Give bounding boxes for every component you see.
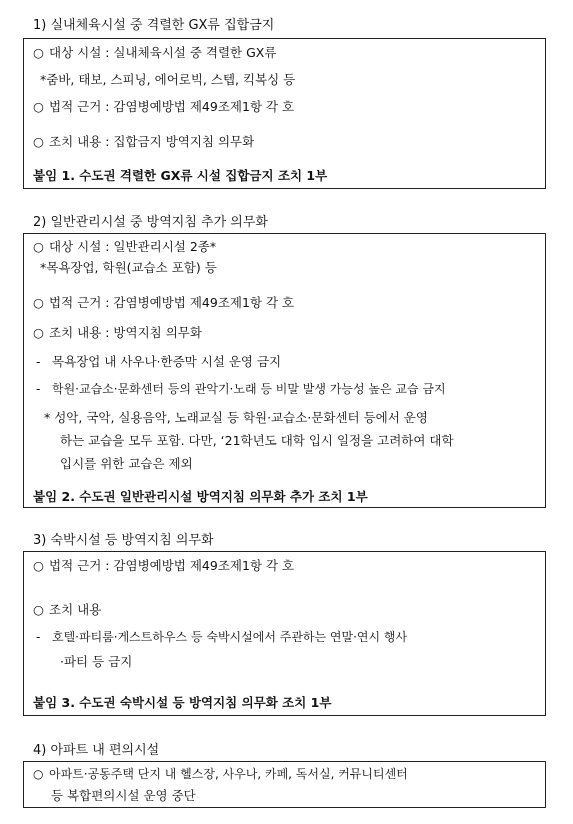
- measure-text: 조치 내용 : 집합금지 방역지침 의무화: [49, 134, 255, 149]
- circle-bullet-icon: ○: [33, 602, 44, 617]
- section-2-heading: 2) 일반관리시설 중 방역지침 추가 의무화: [33, 215, 268, 230]
- section-4-item-cont: 등 복합편의시설 운영 중단: [51, 788, 196, 803]
- legal-text: 법적 근거 : 감염병예방법 제49조제1항 각 호: [49, 558, 295, 573]
- section-1-box: [23, 38, 546, 189]
- section-1-legal-basis: [33, 97, 294, 115]
- measure-text: 조치 내용: [49, 602, 102, 617]
- section-1-measure: [33, 132, 254, 150]
- dash-bullet: -: [36, 630, 41, 644]
- circle-bullet-icon: ○: [33, 134, 44, 149]
- circle-bullet-icon: ○: [33, 45, 44, 60]
- section-1-target: [33, 43, 276, 61]
- section-2-target-note: *목욕장업, 학원(교습소 포함) 등: [40, 260, 217, 275]
- section-3-dash-item-cont: ·파티 등 금지: [60, 654, 133, 669]
- measure-text: 조치 내용 : 방역지침 의무화: [49, 325, 202, 340]
- section-3-heading: 3) 숙박시설 등 방역지침 의무화: [33, 533, 214, 548]
- section-2-legal-basis: [33, 293, 294, 311]
- section-2-note-line-2: 하는 교습을 모두 포함. 다만, ‘21학년도 대학 입시 일정을 고려하여 대학: [60, 433, 454, 448]
- section-1-heading: 1) 실내체육시설 중 격렬한 GX류 집합금지: [33, 18, 275, 33]
- section-3-dash-item: [36, 628, 407, 645]
- section-4-box: [23, 761, 546, 808]
- section-2-appendix: 붙임 2. 수도권 일반관리시설 방역지침 의무화 추가 조치 1부: [33, 489, 368, 504]
- section-1-target-note: *줌바, 태보, 스피닝, 에어로빅, 스텝, 킥복싱 등: [40, 72, 296, 87]
- circle-bullet-icon: ○: [33, 295, 44, 310]
- section-3-measure: [33, 600, 101, 618]
- section-2-target: [33, 237, 216, 255]
- section-4-item: [33, 765, 408, 782]
- dash-bullet: -: [36, 354, 41, 369]
- section-3-appendix: 붙임 3. 수도권 숙박시설 등 방역지침 의무화 조치 1부: [33, 695, 332, 710]
- circle-bullet-icon: ○: [33, 767, 44, 781]
- legal-text: 법적 근거 : 감염병예방법 제49조제1항 각 호: [49, 99, 295, 114]
- circle-bullet-icon: ○: [33, 239, 44, 254]
- circle-bullet-icon: ○: [33, 99, 44, 114]
- section-2-dash-item-2: [36, 380, 446, 397]
- target-text: 대상 시설 : 일반관리시설 2종*: [49, 239, 217, 254]
- circle-bullet-icon: ○: [33, 558, 44, 573]
- dash-item-text: 호텔·파티룸·게스트하우스 등 숙박시설에서 주관하는 연말·연시 행사: [52, 630, 408, 644]
- section-2-box: [23, 233, 546, 508]
- dash-item-text: 학원·교습소·문화센터 등의 관악기·노래 등 비말 발생 가능성 높은 교습 금지: [52, 382, 446, 396]
- dash-bullet: -: [36, 382, 41, 396]
- section-3-box: [23, 551, 546, 716]
- section-4-heading: 4) 아파트 내 편의시설: [33, 743, 160, 758]
- section-3-legal-basis: [33, 556, 294, 574]
- section-2-measure: [33, 323, 202, 341]
- dash-item-text: 목욕장업 내 사우나·한증막 시설 운영 금지: [52, 354, 282, 369]
- section-1-appendix: 붙임 1. 수도권 격렬한 GX류 시설 집합금지 조치 1부: [33, 168, 328, 183]
- section-2-dash-item-1: [36, 352, 281, 370]
- section-2-note-line-1: * 성악, 국악, 실용음악, 노래교실 등 학원·교습소·문화센터 등에서 운영: [44, 410, 428, 425]
- item-text: 아파트·공동주택 단지 내 헬스장, 사우나, 카페, 독서실, 커뮤니티센터: [49, 767, 408, 781]
- circle-bullet-icon: ○: [33, 325, 44, 340]
- section-2-note-line-3: 입시를 위한 교습은 제외: [60, 456, 193, 471]
- legal-text: 법적 근거 : 감염병예방법 제49조제1항 각 호: [49, 295, 295, 310]
- target-text: 대상 시설 : 실내체육시설 중 격렬한 GX류: [49, 45, 277, 60]
